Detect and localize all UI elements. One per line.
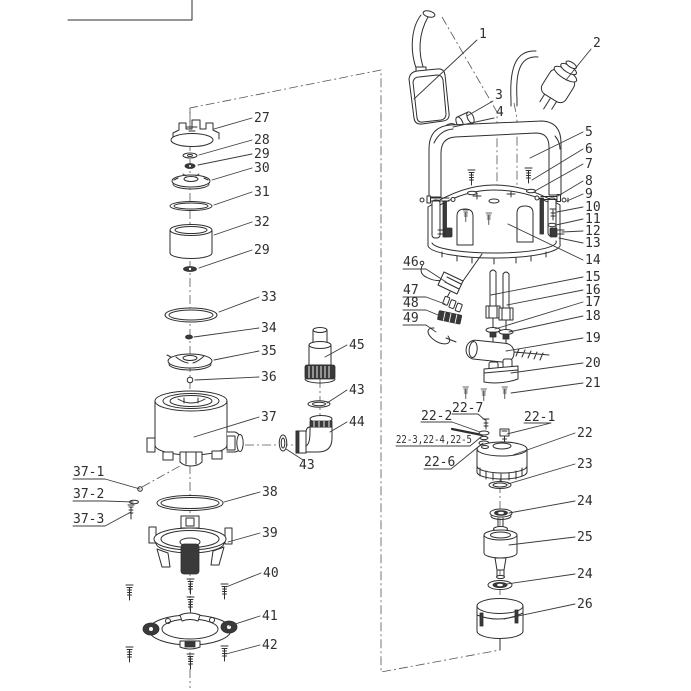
part-34-spacer <box>186 335 193 339</box>
part-callout-37-3: 37-3 <box>73 512 105 527</box>
part-callout-22-3,22-4,22-5: 22-3,22-4,22-5 <box>396 434 472 446</box>
part-callout-21: 21 <box>585 376 601 391</box>
part-callout-12: 12 <box>585 224 601 239</box>
part-14-motor-housing <box>428 185 560 264</box>
part-7-washer <box>468 191 477 195</box>
part-callout-9: 9 <box>585 187 593 202</box>
part-callout-37-2: 37-2 <box>73 487 105 502</box>
part-33-gasket-ring <box>165 308 217 322</box>
part-callout-49: 49 <box>403 311 419 326</box>
part-callout-5: 5 <box>585 125 593 140</box>
part-callout-22-2: 22-2 <box>421 409 453 424</box>
part-callout-15: 15 <box>585 270 601 285</box>
part-43-washer <box>308 401 330 407</box>
part-callout-1: 1 <box>479 27 487 42</box>
part-callout-43: 43 <box>299 458 315 473</box>
part-callout-13: 13 <box>585 236 601 251</box>
part-callout-44: 44 <box>349 415 365 430</box>
part-callout-11: 11 <box>585 212 601 227</box>
part-callout-29: 29 <box>254 243 270 258</box>
part-callout-43: 43 <box>349 383 365 398</box>
part-32-cup <box>170 225 212 259</box>
part-callout-34: 34 <box>261 321 277 336</box>
part-callout-23: 23 <box>577 457 593 472</box>
part-callout-27: 27 <box>254 111 270 126</box>
part-callout-26: 26 <box>577 597 593 612</box>
part-callout-31: 31 <box>254 185 270 200</box>
part-callout-22: 22 <box>577 426 593 441</box>
part-callout-8: 8 <box>585 174 593 189</box>
part-callout-4: 4 <box>496 105 504 120</box>
part-callout-37-1: 37-1 <box>73 465 105 480</box>
part-callout-48: 48 <box>403 296 419 311</box>
part-callout-10: 10 <box>585 200 601 215</box>
part-callout-39: 39 <box>262 526 278 541</box>
part-23-ring <box>489 482 511 489</box>
part-callout-37: 37 <box>261 410 277 425</box>
part-11-washer <box>548 223 556 226</box>
part-callout-41: 41 <box>262 609 278 624</box>
part-callout-38: 38 <box>262 485 278 500</box>
part-callout-7: 7 <box>585 157 593 172</box>
part-callout-6: 6 <box>585 142 593 157</box>
part-callout-29: 29 <box>254 147 270 162</box>
part-9-nut <box>562 198 566 202</box>
part-callout-22-1: 22-1 <box>524 410 556 425</box>
part-callout-30: 30 <box>254 161 270 176</box>
part-29b-washer <box>184 267 197 272</box>
part-callout-25: 25 <box>577 530 593 545</box>
part-callout-24: 24 <box>577 494 593 509</box>
part-31-seal-ring <box>170 202 212 211</box>
part-callout-36: 36 <box>261 370 277 385</box>
part-callout-18: 18 <box>585 309 601 324</box>
part-callout-47: 47 <box>403 283 419 298</box>
part-callout-22-7: 22-7 <box>452 401 484 416</box>
part-callout-14: 14 <box>585 253 601 268</box>
part-29-nut <box>185 164 195 169</box>
part-callout-35: 35 <box>261 344 277 359</box>
part-callout-42: 42 <box>262 638 278 653</box>
part-callout-22-6: 22-6 <box>424 455 456 470</box>
part-7-washer <box>527 189 536 193</box>
part-43b-washer <box>279 435 287 451</box>
part-callout-45: 45 <box>349 338 365 353</box>
part-38-gasket <box>157 496 223 511</box>
part-36-ball <box>187 377 193 383</box>
part-callout-16: 16 <box>585 283 601 298</box>
part-callout-28: 28 <box>254 133 270 148</box>
part-callout-3: 3 <box>495 88 503 103</box>
part-callout-24: 24 <box>577 567 593 582</box>
part-callout-20: 20 <box>585 356 601 371</box>
part-callout-46: 46 <box>403 255 419 270</box>
part-callout-33: 33 <box>261 290 277 305</box>
part-callout-17: 17 <box>585 295 601 310</box>
part-22-stator-assembly <box>477 442 527 481</box>
part-callout-32: 32 <box>254 215 270 230</box>
part-24-bearing-lower <box>488 581 512 590</box>
part-callout-19: 19 <box>585 331 601 346</box>
part-28-washer <box>183 153 197 158</box>
part-callout-40: 40 <box>263 566 279 581</box>
part-callout-2: 2 <box>593 36 601 51</box>
